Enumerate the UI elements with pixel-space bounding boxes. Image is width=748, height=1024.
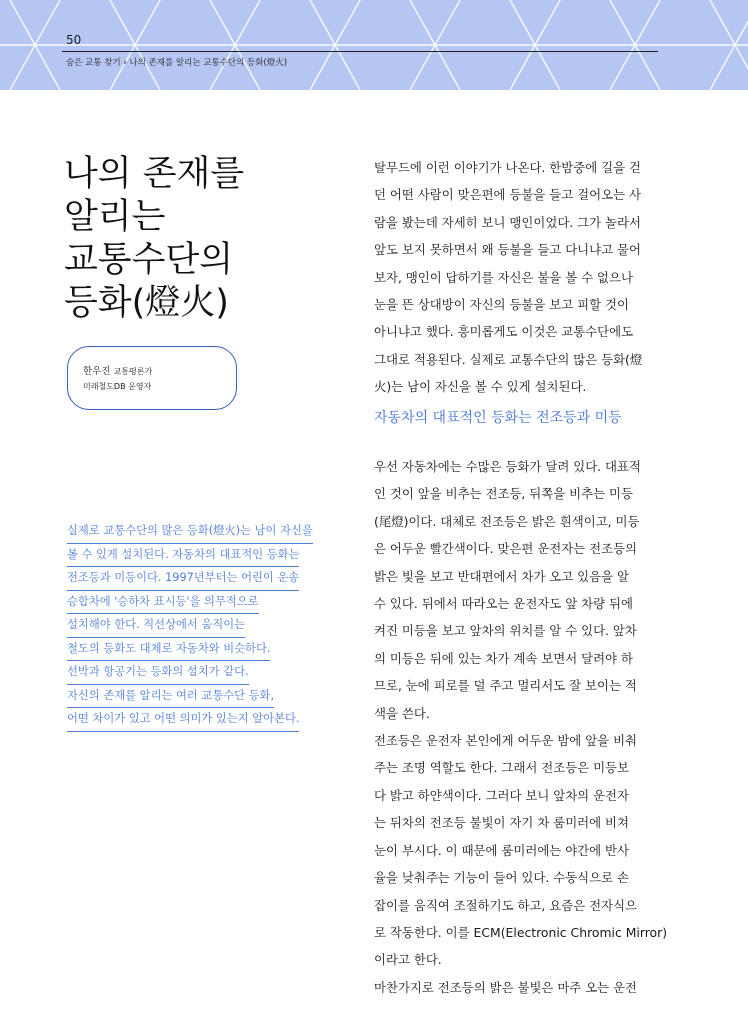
author-box bbox=[67, 346, 237, 410]
section-body bbox=[374, 453, 668, 1001]
body-line: 앞도 보지 못하면서 왜 등불을 들고 다니냐고 물어 bbox=[374, 242, 641, 258]
title-line: 알리는 bbox=[64, 197, 166, 237]
pull-quote-line: 전조등과 미등이다. 1997년부터는 어린이 운송 bbox=[67, 567, 299, 591]
title-line: 나의 존재를 bbox=[64, 154, 245, 194]
body-line: 火)는 남이 자신을 볼 수 있게 설치된다. bbox=[374, 379, 587, 395]
body-line: 보자, 맹인이 답하기를 자신은 불을 볼 수 없으나 bbox=[374, 269, 633, 285]
body-line: 밝은 빛을 보고 반대편에서 차가 오고 있음을 알 bbox=[374, 568, 629, 584]
pull-quote-line: 승합차에 '승하차 표시등'을 의무적으로 bbox=[67, 591, 259, 615]
body-line: 아니냐고 했다. 흥미롭게도 이것은 교통수단에도 bbox=[374, 324, 634, 340]
pull-quote-line: 실제로 교통수단의 많은 등화(燈火)는 남이 자신을 bbox=[67, 520, 313, 544]
author-affiliation: 미래철도DB 운영자 bbox=[83, 382, 152, 391]
body-line: 잡이를 움직여 조절하기도 하고, 요즘은 전자식으 bbox=[374, 897, 638, 913]
header-pattern bbox=[0, 0, 748, 90]
intro-paragraph bbox=[374, 154, 660, 401]
body-line: 율을 낮춰주는 기능이 들어 있다. 수동식으로 손 bbox=[374, 870, 629, 886]
pull-quote-line: 어떤 차이가 있고 어떤 의미가 있는지 알아본다. bbox=[67, 708, 299, 732]
pull-quote-line: 볼 수 있게 설치된다. 자동차의 대표적인 등화는 bbox=[67, 544, 299, 568]
body-line: 의 미등은 뒤에 있는 차가 계속 보면서 달려야 하 bbox=[374, 650, 633, 666]
body-line: 람을 봤는데 자세히 보니 맹인이었다. 그가 놀라서 bbox=[374, 214, 641, 230]
title-line: 등화(燈火) bbox=[64, 283, 229, 323]
body-line: 마찬가지로 전조등의 밝은 불빛은 마주 오는 운전 bbox=[374, 979, 638, 995]
article-title bbox=[64, 153, 324, 325]
body-line: 눈이 부시다. 이 때문에 룸미러에는 야간에 반사 bbox=[374, 842, 629, 858]
body-line: 이라고 한다. bbox=[374, 952, 442, 968]
pull-quote-line: 자신의 존재를 알리는 여러 교통수단 등화, bbox=[67, 685, 274, 709]
body-line: 켜진 미등을 보고 앞차의 위치를 알 수 있다. 앞차 bbox=[374, 623, 637, 639]
body-line: 주는 조명 역할도 한다. 그래서 전조등은 미등보 bbox=[374, 760, 629, 776]
header-rule bbox=[62, 51, 658, 52]
body-line: 므로, 눈에 피로를 덜 주고 멀리서도 잘 보이는 적 bbox=[374, 678, 637, 694]
body-line: 수 있다. 뒤에서 따라오는 운전자도 앞 차량 뒤에 bbox=[374, 596, 633, 612]
body-line: 우선 자동차에는 수많은 등화가 달려 있다. 대표적 bbox=[374, 459, 641, 474]
title-line: 교통수단의 bbox=[64, 240, 234, 280]
body-line: (尾燈)이다. 대체로 전조등은 밝은 흰색이고, 미등 bbox=[374, 513, 640, 529]
breadcrumb: 숨은 교통 찾기 › 나의 존재를 알리는 교통수단의 등화(燈火) bbox=[66, 58, 288, 68]
body-line: 는 뒤차의 전조등 불빛이 자기 차 룸미러에 비쳐 bbox=[374, 815, 629, 831]
body-line: 던 어떤 사람이 맞은편에 등불을 들고 걸어오는 사 bbox=[374, 187, 641, 203]
body-line: 다 밝고 하얀색이다. 그러다 보니 앞차의 운전자 bbox=[374, 787, 629, 803]
body-line: 그대로 적용된다. 실제로 교통수단의 많은 등화(燈 bbox=[374, 351, 643, 367]
header-band bbox=[0, 0, 748, 90]
body-line: 탈무드에 이런 이야기가 나온다. 한밤중에 길을 걷 bbox=[374, 160, 641, 175]
body-line: 인 것이 앞을 비추는 전조등, 뒤쪽을 비추는 미등 bbox=[374, 486, 633, 502]
body-line: 은 어두운 빨간색이다. 맞은편 운전자는 전조등의 bbox=[374, 541, 638, 557]
body-line: 색을 쓴다. bbox=[374, 705, 430, 721]
author-name: 한우진 bbox=[83, 366, 111, 377]
pull-quote-line: 설치해야 한다. 직선상에서 움직이는 bbox=[67, 614, 245, 638]
body-line: 눈을 뜬 상대방이 자신의 등불을 보고 피할 것이 bbox=[374, 297, 629, 313]
pull-quote-line: 철도의 등화도 대체로 자동차와 비슷하다. bbox=[67, 638, 270, 662]
author-name-line bbox=[83, 363, 152, 377]
body-line: 전조등은 운전자 본인에게 어두운 밤에 앞을 비춰 bbox=[374, 733, 638, 749]
pull-quote-line: 선박과 항공기는 등화의 설치가 같다. bbox=[67, 661, 249, 685]
body-line: 로 작동한다. 이를 ECM(Electronic Chromic Mirror) bbox=[374, 924, 668, 940]
page-number: 50 bbox=[66, 33, 82, 47]
pull-quote bbox=[67, 520, 335, 732]
section-heading: 자동차의 대표적인 등화는 전조등과 미등 bbox=[374, 410, 622, 426]
author-role: 교통평론가 bbox=[113, 367, 153, 376]
